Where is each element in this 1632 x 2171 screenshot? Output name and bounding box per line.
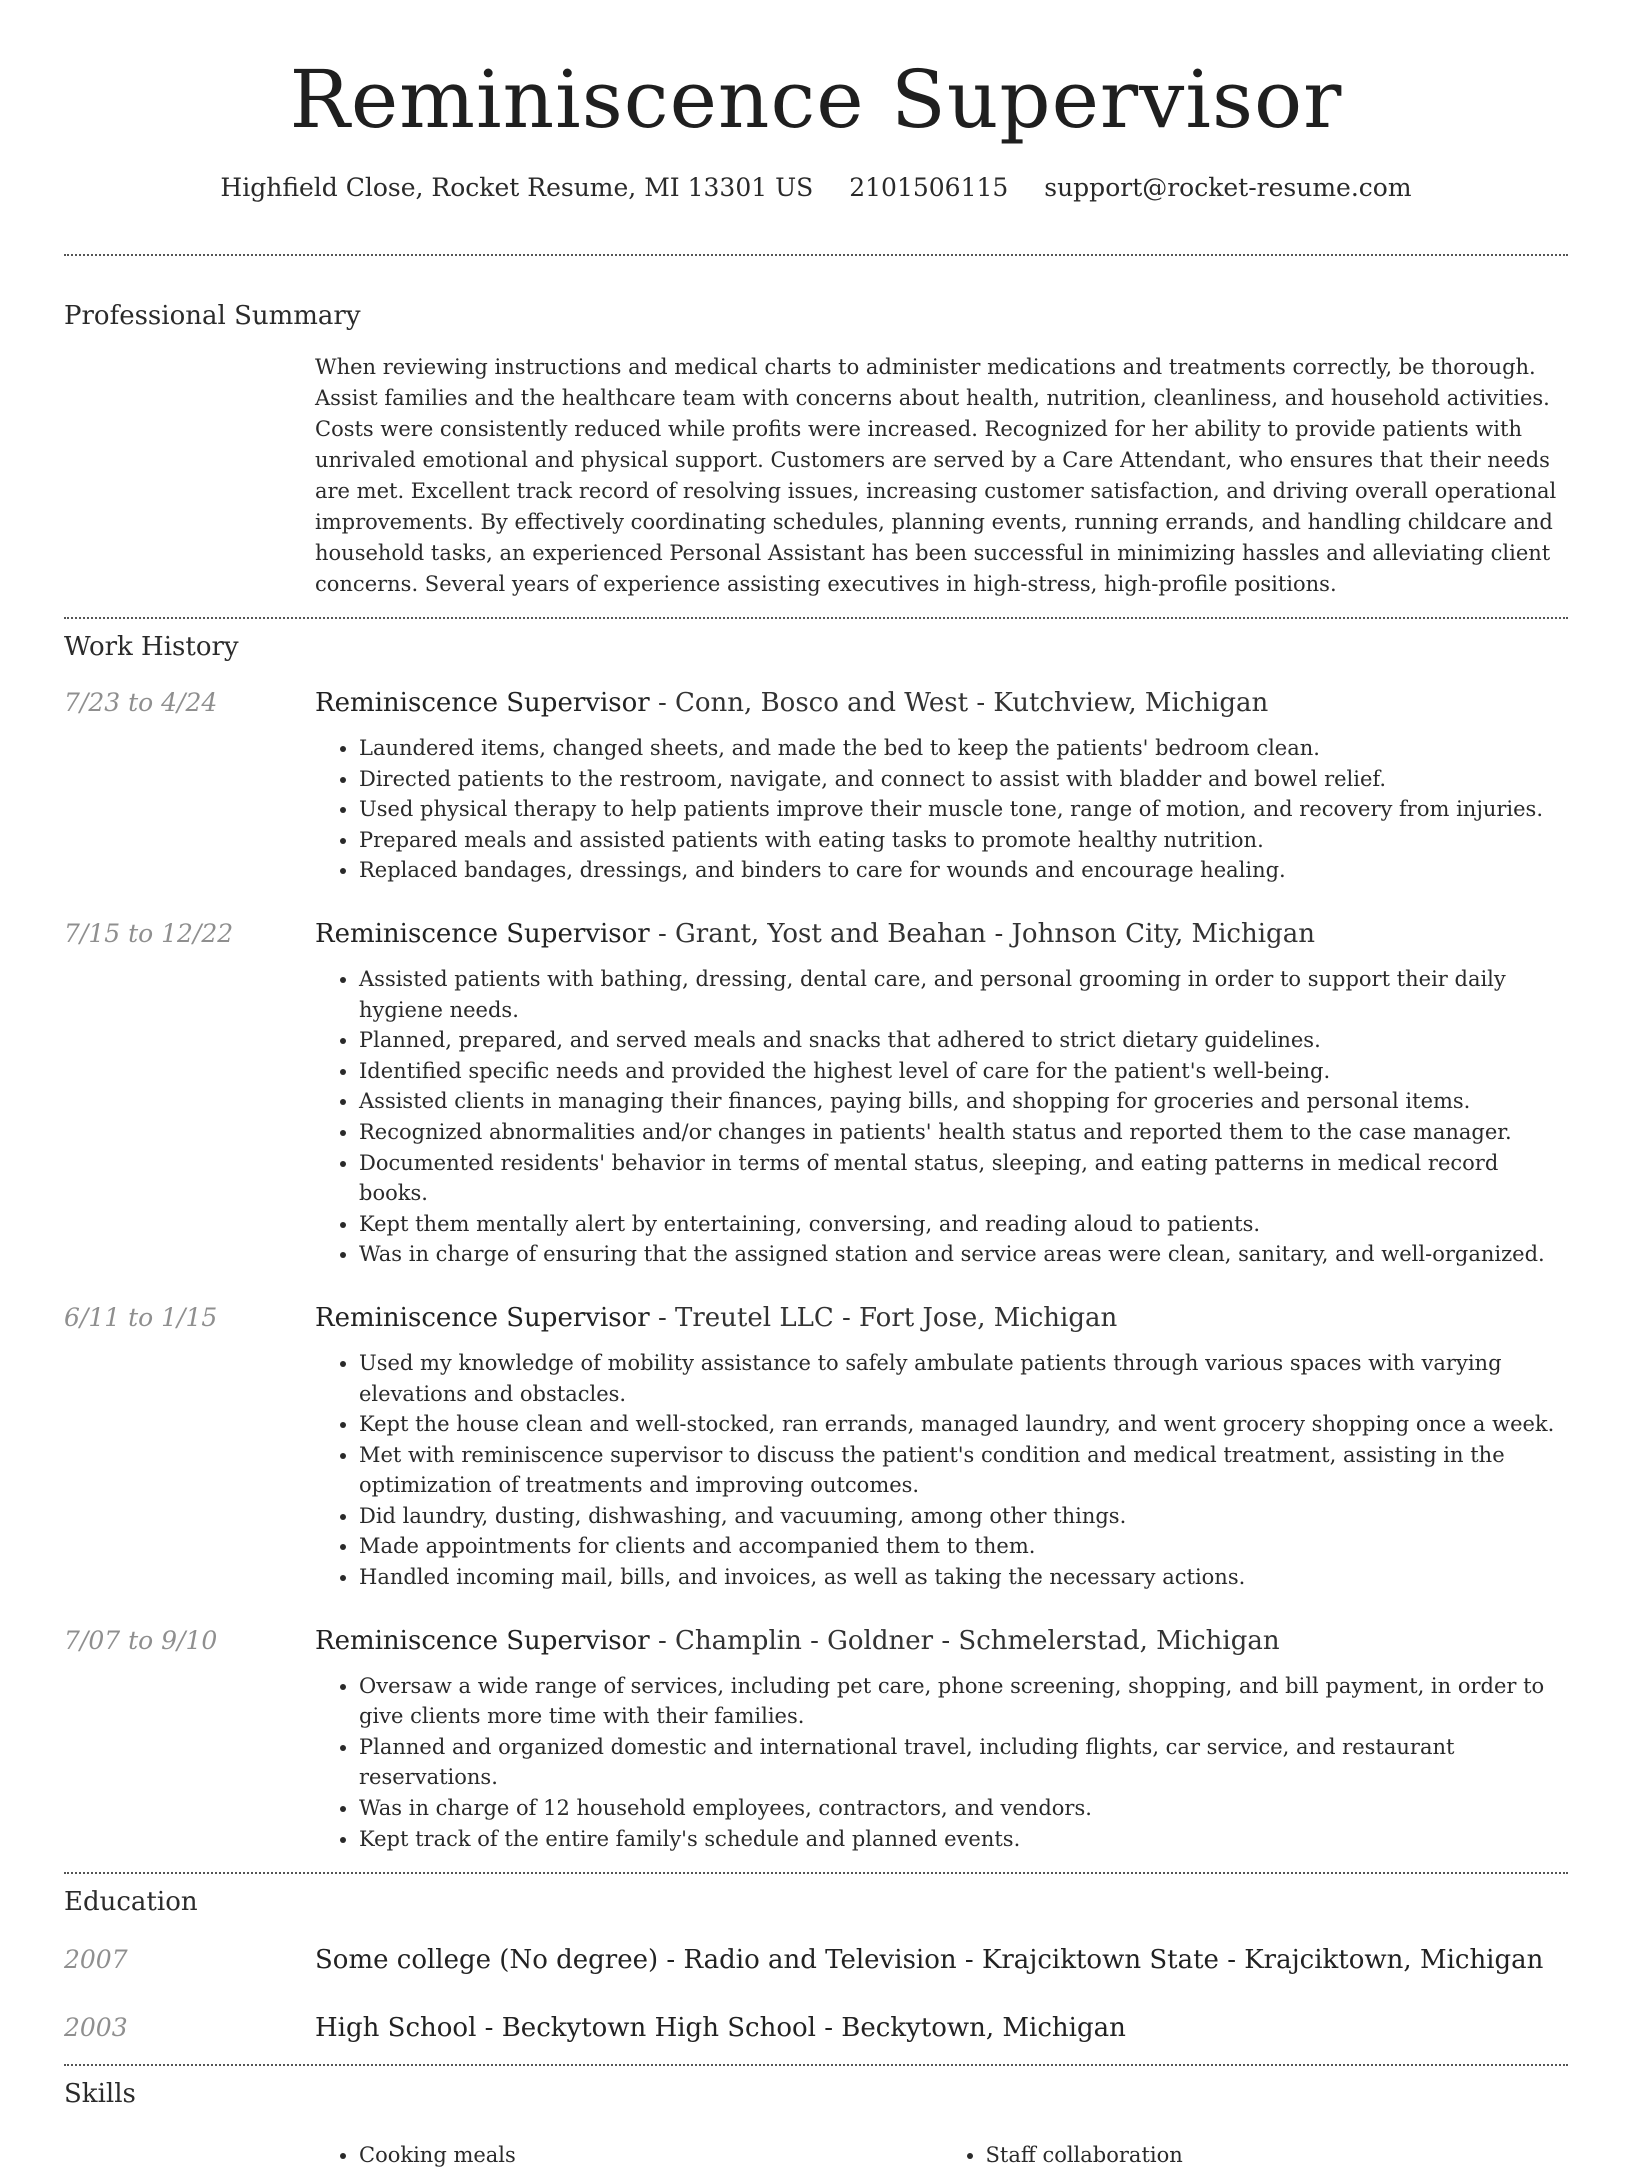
job-role: Reminiscence Supervisor	[315, 1625, 650, 1656]
job-bullet: • Did laundry, dusting, dishwashing, and vacuuming, among other things.	[359, 1501, 1568, 1532]
skills-column-right	[942, 2140, 1569, 2171]
job-bullet: • Directed patients to the restroom, navigate, and connect to assist with bladder and bowel relief.	[359, 764, 1568, 795]
job-bullet: • Kept track of the entire family's schedule and planned events.	[359, 1824, 1568, 1855]
job-role: Reminiscence Supervisor	[315, 918, 650, 949]
divider	[64, 2064, 1568, 2066]
education-year: 2003	[64, 2013, 128, 2043]
job-employer: - Grant, Yost and Beahan - Johnson City, Michigan	[649, 918, 1315, 949]
job-entry	[64, 916, 1568, 1270]
divider	[64, 617, 1568, 619]
job-entry	[64, 685, 1568, 886]
contact-address: Highfield Close, Rocket Resume, MI 13301 US	[220, 173, 814, 202]
job-bullet: • Made appointments for clients and accompanied them to them.	[359, 1531, 1568, 1562]
job-bullets	[315, 1671, 1568, 1855]
education-school: - Beckytown High School - Beckytown, Michigan	[476, 2013, 1126, 2044]
education-entry	[64, 1942, 1568, 1978]
job-bullet: • Was in charge of ensuring that the assigned station and service areas were clean, sanitary, and well-organized.	[359, 1239, 1568, 1270]
job-bullet: • Replaced bandages, dressings, and binders to care for wounds and encourage healing.	[359, 855, 1568, 886]
job-bullet: • Kept the house clean and well-stocked, ran errands, managed laundry, and went grocery shopping once a week.	[359, 1409, 1568, 1440]
skills-column-left	[315, 2140, 942, 2171]
job-bullet: • Met with reminiscence supervisor to discuss the patient's condition and medical treatment, assisting in the optimization of treatments and improving outcomes.	[359, 1440, 1568, 1501]
education-degree: High School	[315, 2013, 477, 2044]
job-dates: 7/15 to 12/22	[64, 918, 234, 948]
section-title-skills: Skills	[64, 2079, 136, 2110]
candidate-name: Reminiscence Supervisor	[289, 53, 1343, 146]
job-title	[315, 1300, 1568, 1336]
job-bullets	[315, 733, 1568, 886]
job-title	[315, 916, 1568, 952]
job-bullet: • Planned and organized domestic and international travel, including flights, car service, and restaurant reservations.	[359, 1732, 1568, 1793]
job-bullet: • Used my knowledge of mobility assistance to safely ambulate patients through various spaces with varying elevations and obstacles.	[359, 1348, 1568, 1409]
education-year: 2007	[64, 1945, 128, 1975]
section-title-summary: Professional Summary	[64, 301, 361, 331]
job-entry	[64, 1623, 1568, 1855]
skills-list	[315, 2140, 1568, 2171]
contact-phone: 2101506115	[849, 173, 1009, 202]
section-title-work: Work History	[64, 632, 239, 662]
job-bullet: • Oversaw a wide range of services, including pet care, phone screening, shopping, and bill payment, in order to give clients more time with their families.	[359, 1671, 1568, 1732]
education-line	[315, 2010, 1568, 2046]
job-bullets	[315, 964, 1568, 1270]
job-entry	[64, 1300, 1568, 1593]
job-role: Reminiscence Supervisor	[315, 1302, 650, 1333]
job-employer: - Champlin - Goldner - Schmelerstad, Michigan	[649, 1625, 1280, 1656]
job-dates: 7/23 to 4/24	[64, 688, 218, 717]
job-bullet: • Handled incoming mail, bills, and invoices, as well as taking the necessary actions.	[359, 1562, 1568, 1593]
education-line	[315, 1942, 1568, 1978]
job-bullet: • Assisted patients with bathing, dressing, dental care, and personal grooming in order to support their daily hygiene needs.	[359, 964, 1568, 1025]
job-bullet: • Documented residents' behavior in terms of mental status, sleeping, and eating patterns in medical record books.	[359, 1148, 1568, 1209]
job-dates: 6/11 to 1/15	[64, 1302, 218, 1332]
education-entry	[64, 2010, 1568, 2046]
job-title	[315, 1623, 1568, 1659]
skill-item: • Staff collaboration	[986, 2140, 1569, 2171]
job-bullet: • Identified specific needs and provided the highest level of care for the patient's well-being.	[359, 1056, 1568, 1087]
job-dates: 7/07 to 9/10	[64, 1625, 218, 1655]
education-school: - Krajciktown State - Krajciktown, Michigan	[956, 1945, 1544, 1976]
job-bullet: • Laundered items, changed sheets, and made the bed to keep the patients' bedroom clean.	[359, 733, 1568, 764]
job-bullet: • Was in charge of 12 household employees, contractors, and vendors.	[359, 1793, 1568, 1824]
job-title	[315, 685, 1568, 721]
skill-item: • Cooking meals	[359, 2140, 942, 2171]
section-title-education: Education	[64, 1887, 198, 1918]
divider	[64, 254, 1568, 256]
job-bullet: • Kept them mentally alert by entertaining, conversing, and reading aloud to patients.	[359, 1209, 1568, 1240]
job-bullet: • Assisted clients in managing their finances, paying bills, and shopping for groceries and personal items.	[359, 1086, 1568, 1117]
job-bullet: • Recognized abnormalities and/or changes in patients' health status and reported them to the case manager.	[359, 1117, 1568, 1148]
contact-email: support@rocket-resume.com	[1044, 173, 1412, 202]
job-bullet: • Prepared meals and assisted patients with eating tasks to promote healthy nutrition.	[359, 825, 1568, 856]
job-role: Reminiscence Supervisor	[315, 688, 650, 718]
resume-page	[64, 0, 1568, 2171]
summary-text: When reviewing instructions and medical charts to administer medications and treatments correctly, be thorough. Assist families and the healthcare team with concerns about health, nutrition, cleanliness, and household activities. Costs were consistently reduced while profits were increased. Recognized for her ability to provide patients with unrivaled emotional and physical support. Customers are served by a Care Attendant, who ensures that their needs are met. Excellent track record of resolving issues, increasing customer satisfaction, and driving overall operational improvements. By effectively coordinating schedules, planning events, running errands, and handling childcare and household tasks, an experienced Personal Assistant has been successful in minimizing hassles and alleviating client concerns. Several years of experience assisting executives in high-stress, high-profile positions.	[315, 355, 1557, 596]
divider	[64, 1872, 1568, 1874]
job-bullet: • Planned, prepared, and served meals and snacks that adhered to strict dietary guidelines.	[359, 1025, 1568, 1056]
job-employer: - Conn, Bosco and West - Kutchview, Michigan	[649, 688, 1269, 718]
education-degree: Some college (No degree) - Radio and Television	[315, 1945, 957, 1976]
contact-line	[64, 170, 1568, 206]
job-employer: - Treutel LLC - Fort Jose, Michigan	[649, 1302, 1118, 1333]
job-bullets	[315, 1348, 1568, 1593]
job-bullet: • Used physical therapy to help patients improve their muscle tone, range of motion, and recovery from injuries.	[359, 794, 1568, 825]
